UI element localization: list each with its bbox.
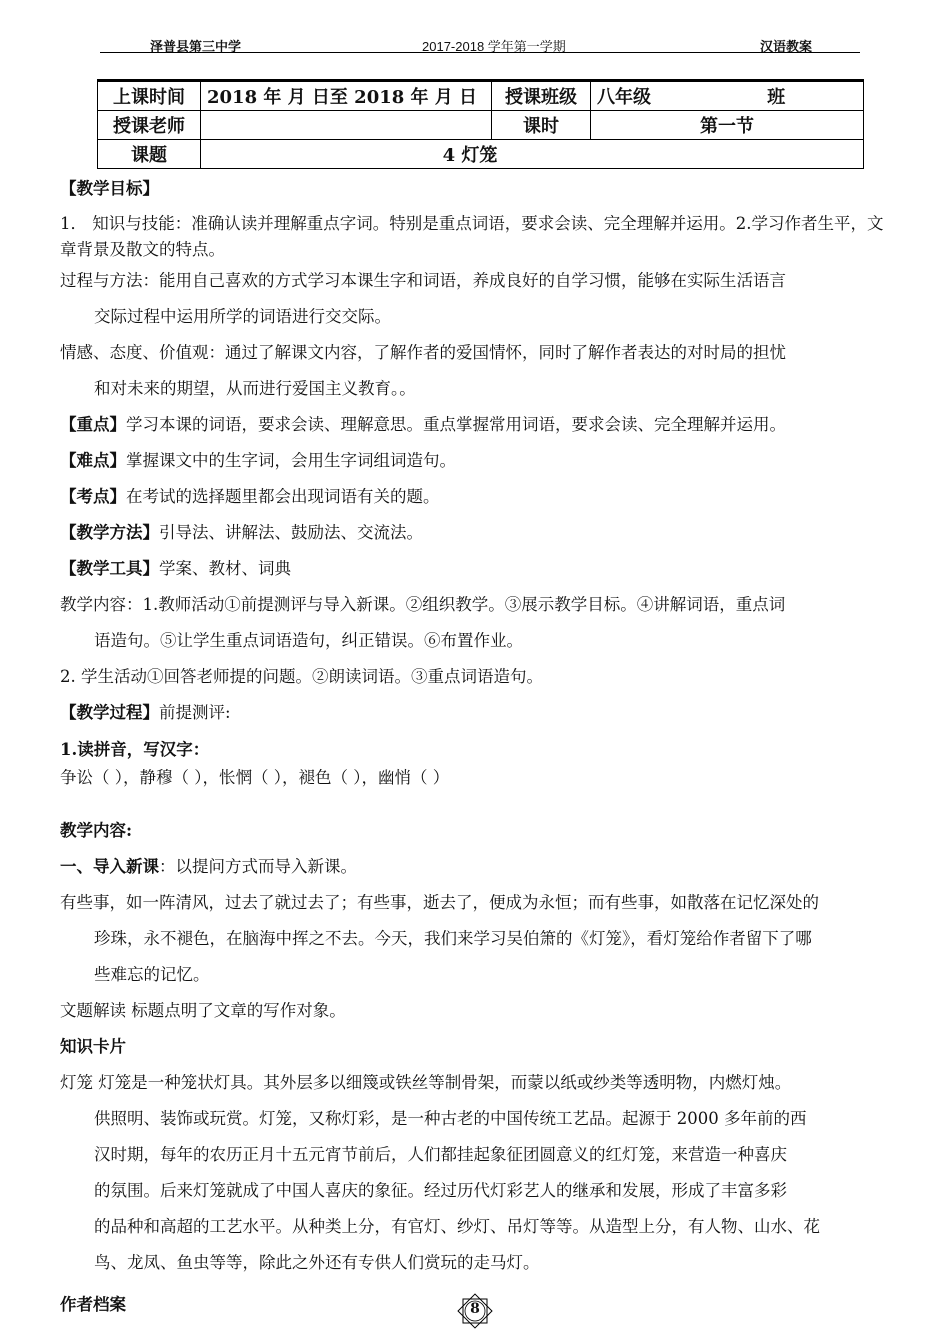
teacher-value [201,111,492,140]
student-activity: 2. 学生活动①回答老师提的问题。②朗读词语。③重点词语造句。 [60,667,543,686]
teaching-method [60,515,890,551]
intro-label: 一、导入新课 [60,857,159,876]
intro-para-cont: 珍珠，永不褪色，在脑海中挥之不去。今天，我们来学习吴伯箫的《灯笼》，看灯笼给作者留下了哪 [94,929,812,948]
diff-text: 掌握课文中的生字词，会用生字词组词造句。 [126,451,456,470]
card-line: 汉时期，每年的农历正月十五元宵节前后，人们都挂起象征团圆意义的红灯笼，来营造一种喜庆 [94,1145,787,1164]
period-value: 第一节 [591,111,864,140]
key-text: 学习本课的词语，要求会读、理解意思。重点掌握常用词语，要求会读、完全理解并运用。 [126,415,786,434]
pinyin-words: 争讼（ ），静穆（ ），怅惘（ ），褪色（ ），幽悄（ ） [60,768,450,787]
teaching-content-cont: 语造句。⑤让学生重点词语造句，纠正错误。⑥布置作业。 [94,631,523,650]
goals-heading: 【教学目标】 [60,179,159,198]
lesson-info-table [97,79,864,169]
method-text: 引导法、讲解法、鼓励法、交流法。 [159,523,423,542]
exam-label: 【考点】 [60,487,126,506]
period-label: 课时 [492,111,591,140]
page-number: 8 [470,1301,480,1317]
goal-process: 过程与方法：能用自己喜欢的方式学习本课生字和词语，养成良好的自学习惯，能够在实际生活语言 [60,271,786,290]
difficulty [60,443,890,479]
goal-emotion: 情感、态度、价值观：通过了解课文内容，了解作者的爱国情怀，同时了解作者表达的对时局的担忧 [60,343,786,362]
teaching-content: 教学内容：1.教师活动①前提测评与导入新课。②组织教学。③展示教学目标。④讲解词语，重点词 [60,595,786,614]
intro-para: 有些事，如一阵清风，过去了就过去了；有些事，逝去了，便成为永恒；而有些事，如散落在记忆深处的 [60,893,819,912]
title-note: 文题解读 标题点明了文章的写作对象。 [60,1001,346,1020]
key-label: 【重点】 [60,415,126,434]
teaching-tools [60,551,890,587]
key-point [60,407,890,443]
topic-label: 课题 [98,140,201,169]
card-line: 鸟、龙凤、鱼虫等等，除此之外还有专供人们赏玩的走马灯。 [94,1253,540,1272]
goal-process-cont: 交际过程中运用所学的词语进行交交际。 [94,307,391,326]
card-line: 的品种和高超的工艺水平。从种类上分，有官灯、纱灯、吊灯等等。从造型上分，有人物、山水、花 [94,1217,820,1236]
process-text: 前提测评: [159,703,231,722]
topic-value: 4 灯笼 [201,140,864,169]
tool-text: 学案、教材、词典 [159,559,291,578]
page-header [100,36,860,53]
tool-label: 【教学工具】 [60,559,159,578]
card-heading: 知识卡片 [60,1037,126,1056]
card-line: 的氛围。后来灯笼就成了中国人喜庆的象征。经过历代灯彩艺人的继承和发展，形成了丰富多彩 [94,1181,787,1200]
content-heading: 教学内容: [60,821,133,840]
pinyin-heading: 1.读拼音，写汉字： [60,740,210,759]
class-cell [591,81,864,111]
process [60,695,890,731]
intro [60,849,890,885]
card-line: 灯笼 灯笼是一种笼状灯具。其外层多以细篾或铁丝等制骨架，而蒙以纸或纱类等透明物，内燃灯烛。 [60,1073,792,1092]
class-value: 八年级 [597,87,651,108]
term-label: 2017-2018 学年第一学期 [422,39,566,54]
teacher-label: 授课老师 [98,111,201,140]
goal-emotion-cont: 和对未来的期望，从而进行爱国主义教育。。 [94,379,416,398]
class-label: 授课班级 [492,81,591,111]
intro-text: ：以提问方式而导入新课。 [159,857,357,876]
method-label: 【教学方法】 [60,523,159,542]
class-suffix: 班 [767,87,786,108]
goal-knowledge: 1． 知识与技能：准确认读并理解重点字词。特别是重点词语，要求会读、完全理解并运用。2.学习作者生平，文章背景及散文的特点。 [60,214,884,259]
process-label: 【教学过程】 [60,703,159,722]
exam-text: 在考试的选择题里都会出现词语有关的题。 [126,487,440,506]
lesson-body [60,171,890,1323]
time-label: 上课时间 [98,81,201,111]
card-line: 供照明、装饰或玩赏。灯笼，又称灯彩，是一种古老的中国传统工艺品。起源于 2000 多年前的西 [94,1109,807,1128]
author-heading: 作者档案 [60,1295,126,1314]
school-name: 泽普县第三中学 [150,39,242,54]
exam-point [60,479,890,515]
intro-para-end: 些难忘的记忆。 [94,965,210,984]
doc-type: 汉语教案 [760,39,813,54]
diff-label: 【难点】 [60,451,126,470]
page-number-badge [455,1291,495,1331]
time-value: 2018 年 月 日至 2018 年 月 日 [201,81,492,111]
